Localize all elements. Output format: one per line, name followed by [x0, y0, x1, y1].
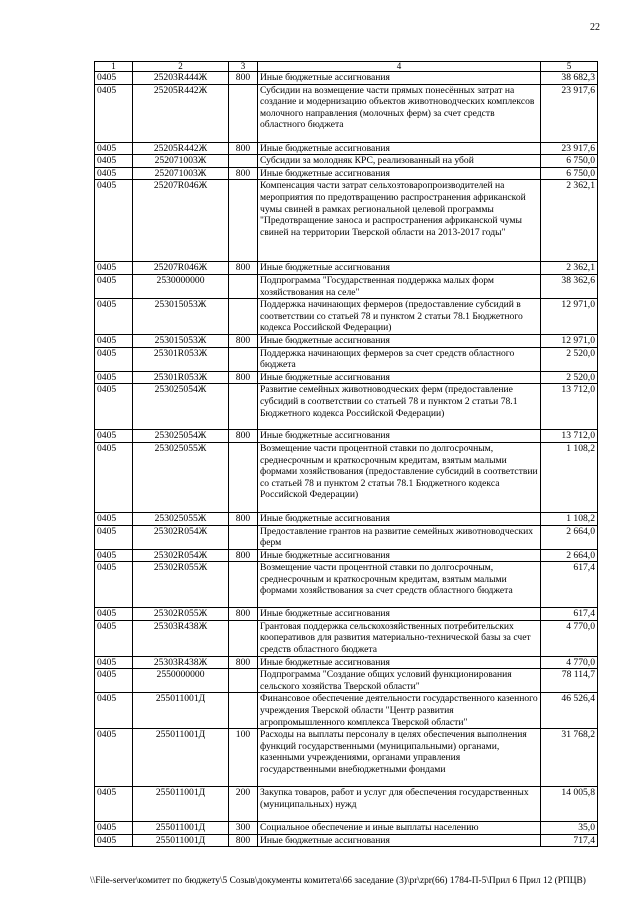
table-row — [95, 142, 598, 155]
section-code-cell: 0405 — [95, 669, 133, 693]
item-name-cell: Иные бюджетные ассигнования — [258, 72, 541, 85]
table-row — [95, 787, 598, 822]
target-article-cell: 255011001Д — [133, 787, 229, 822]
target-article-cell: 253015053Ж — [133, 334, 229, 347]
column-header-4: 4 — [258, 62, 541, 72]
item-name-cell: Подпрограмма "Создание общих условий функционирования сельского хозяйства Тверской области" — [258, 669, 541, 693]
section-code-cell: 0405 — [95, 562, 133, 608]
item-name-cell: Иные бюджетные ассигнования — [258, 512, 541, 525]
expense-type-cell — [229, 620, 258, 656]
section-code-cell: 0405 — [95, 180, 133, 262]
target-article-cell: 25303R438Ж — [133, 656, 229, 669]
table-row — [95, 656, 598, 669]
target-article-cell: 25302R054Ж — [133, 525, 229, 549]
item-name-cell: Иные бюджетные ассигнования — [258, 549, 541, 562]
amount-cell: 12 971,0 — [541, 299, 598, 335]
table-row — [95, 167, 598, 180]
amount-cell: 14 005,8 — [541, 787, 598, 822]
table-row — [95, 180, 598, 262]
item-name-cell: Иные бюджетные ассигнования — [258, 608, 541, 621]
table-row — [95, 442, 598, 512]
section-code-cell: 0405 — [95, 549, 133, 562]
amount-cell: 717,4 — [541, 834, 598, 847]
section-code-cell: 0405 — [95, 142, 133, 155]
section-code-cell: 0405 — [95, 84, 133, 142]
expense-type-cell: 800 — [229, 608, 258, 621]
expense-type-cell — [229, 525, 258, 549]
target-article-cell: 253025054Ж — [133, 430, 229, 443]
amount-cell: 38 362,6 — [541, 274, 598, 298]
expense-type-cell: 800 — [229, 334, 258, 347]
section-code-cell: 0405 — [95, 274, 133, 298]
amount-cell: 617,4 — [541, 562, 598, 608]
amount-cell: 35,0 — [541, 822, 598, 835]
table-row — [95, 384, 598, 430]
amount-cell: 23 917,6 — [541, 142, 598, 155]
table-header-row — [95, 62, 598, 72]
item-name-cell: Иные бюджетные ассигнования — [258, 142, 541, 155]
section-code-cell: 0405 — [95, 262, 133, 275]
amount-cell: 12 971,0 — [541, 334, 598, 347]
expense-type-cell: 100 — [229, 729, 258, 787]
section-code-cell: 0405 — [95, 299, 133, 335]
expense-type-cell — [229, 562, 258, 608]
amount-cell: 23 917,6 — [541, 84, 598, 142]
item-name-cell: Иные бюджетные ассигнования — [258, 262, 541, 275]
amount-cell: 1 108,2 — [541, 442, 598, 512]
expense-type-cell — [229, 693, 258, 729]
expense-type-cell: 800 — [229, 549, 258, 562]
expense-type-cell — [229, 384, 258, 430]
expense-type-cell: 800 — [229, 834, 258, 847]
target-article-cell: 253025055Ж — [133, 512, 229, 525]
expense-type-cell: 800 — [229, 512, 258, 525]
table-row — [95, 347, 598, 371]
target-article-cell: 25302R055Ж — [133, 608, 229, 621]
target-article-cell: 252071003Ж — [133, 167, 229, 180]
amount-cell: 1 108,2 — [541, 512, 598, 525]
budget-table — [94, 61, 598, 847]
expense-type-cell — [229, 299, 258, 335]
target-article-cell: 25205R442Ж — [133, 84, 229, 142]
table-row — [95, 262, 598, 275]
item-name-cell: Поддержка начинающих фермеров за счет средств областного бюджета — [258, 347, 541, 371]
expense-type-cell: 300 — [229, 822, 258, 835]
table-row — [95, 334, 598, 347]
section-code-cell: 0405 — [95, 442, 133, 512]
expense-type-cell: 800 — [229, 371, 258, 384]
section-code-cell: 0405 — [95, 608, 133, 621]
table-row — [95, 299, 598, 335]
item-name-cell: Грантовая поддержка сельскохозяйственных потребительских кооперативов для развития материально-технической базы за счет средств областного бюджета — [258, 620, 541, 656]
column-header-2: 2 — [133, 62, 229, 72]
expense-type-cell: 800 — [229, 656, 258, 669]
item-name-cell: Подпрограмма "Государственная поддержка малых форм хозяйствования на селе" — [258, 274, 541, 298]
target-article-cell: 252071003Ж — [133, 155, 229, 168]
section-code-cell: 0405 — [95, 430, 133, 443]
table-row — [95, 72, 598, 85]
amount-cell: 78 114,7 — [541, 669, 598, 693]
item-name-cell: Возмещение части процентной ставки по долгосрочным, среднесрочным и краткосрочным кредитам, взятым малыми формами хозяйствования за счет средств областного бюджета — [258, 562, 541, 608]
item-name-cell: Расходы на выплаты персоналу в целях обеспечения выполнения функций государственными (муниципальными) органами, казенными учреждениями, органами управления государственными внебюджетными фондами — [258, 729, 541, 787]
column-header-3: 3 — [229, 62, 258, 72]
section-code-cell: 0405 — [95, 834, 133, 847]
target-article-cell: 255011001Д — [133, 693, 229, 729]
section-code-cell: 0405 — [95, 512, 133, 525]
section-code-cell: 0405 — [95, 787, 133, 822]
item-name-cell: Закупка товаров, работ и услуг для обеспечения государственных (муниципальных) нужд — [258, 787, 541, 822]
table-row — [95, 525, 598, 549]
amount-cell: 2 362,1 — [541, 180, 598, 262]
section-code-cell: 0405 — [95, 347, 133, 371]
amount-cell: 2 520,0 — [541, 347, 598, 371]
target-article-cell: 25203R444Ж — [133, 72, 229, 85]
section-code-cell: 0405 — [95, 822, 133, 835]
table-row — [95, 834, 598, 847]
expense-type-cell: 800 — [229, 167, 258, 180]
expense-type-cell — [229, 442, 258, 512]
table-row — [95, 729, 598, 787]
item-name-cell: Возмещение части процентной ставки по долгосрочным, среднесрочным и краткосрочным кредитам, взятым малыми формами хозяйствования (предоставление субсидий в соответствии со статьей 78 и пунктом 2 статьи 78.1 Бюджетного кодекса Российской Федерации) — [258, 442, 541, 512]
amount-cell: 2 362,1 — [541, 262, 598, 275]
target-article-cell: 25301R053Ж — [133, 371, 229, 384]
section-code-cell: 0405 — [95, 693, 133, 729]
target-article-cell: 25302R055Ж — [133, 562, 229, 608]
target-article-cell: 25301R053Ж — [133, 347, 229, 371]
item-name-cell: Иные бюджетные ассигнования — [258, 167, 541, 180]
item-name-cell: Компенсация части затрат сельхозтоваропроизводителей на мероприятия по предотвращению распространения африканской чумы свиней в рамках региональной целевой программы "Предотвращение заноса и распространения африканской чумы свиней на территории Тверской области на 2013-2017 годы" — [258, 180, 541, 262]
expense-type-cell — [229, 155, 258, 168]
section-code-cell: 0405 — [95, 334, 133, 347]
table-row — [95, 274, 598, 298]
table-row — [95, 669, 598, 693]
expense-type-cell: 800 — [229, 262, 258, 275]
column-header-1: 1 — [95, 62, 133, 72]
expense-type-cell — [229, 180, 258, 262]
target-article-cell: 253015053Ж — [133, 299, 229, 335]
expense-type-cell: 200 — [229, 787, 258, 822]
expense-type-cell: 800 — [229, 72, 258, 85]
amount-cell: 38 682,3 — [541, 72, 598, 85]
expense-type-cell: 800 — [229, 142, 258, 155]
expense-type-cell — [229, 84, 258, 142]
amount-cell: 2 520,0 — [541, 371, 598, 384]
item-name-cell: Иные бюджетные ассигнования — [258, 334, 541, 347]
item-name-cell: Иные бюджетные ассигнования — [258, 430, 541, 443]
table-row — [95, 549, 598, 562]
amount-cell: 4 770,0 — [541, 656, 598, 669]
target-article-cell: 253025054Ж — [133, 384, 229, 430]
amount-cell: 2 664,0 — [541, 549, 598, 562]
section-code-cell: 0405 — [95, 620, 133, 656]
table-row — [95, 693, 598, 729]
item-name-cell: Предоставление грантов на развитие семейных животноводческих ферм — [258, 525, 541, 549]
table-row — [95, 608, 598, 621]
item-name-cell: Иные бюджетные ассигнования — [258, 656, 541, 669]
table-row — [95, 620, 598, 656]
table-row — [95, 512, 598, 525]
amount-cell: 6 750,0 — [541, 167, 598, 180]
expense-type-cell — [229, 669, 258, 693]
page-number: 22 — [590, 22, 600, 33]
target-article-cell: 255011001Д — [133, 822, 229, 835]
amount-cell: 2 664,0 — [541, 525, 598, 549]
table-row — [95, 371, 598, 384]
amount-cell: 31 768,2 — [541, 729, 598, 787]
amount-cell: 4 770,0 — [541, 620, 598, 656]
item-name-cell: Субсидии на возмещение части прямых понесённых затрат на создание и модернизацию объектов животноводческих комплексов молочного направления (молочных ферм) за счет средств областного бюджета — [258, 84, 541, 142]
item-name-cell: Социальное обеспечение и иные выплаты населению — [258, 822, 541, 835]
amount-cell: 617,4 — [541, 608, 598, 621]
target-article-cell: 2550000000 — [133, 669, 229, 693]
item-name-cell: Поддержка начинающих фермеров (предоставление субсидий в соответствии со статьей 78 и пунктом 2 статьи 78.1 Бюджетного кодекса Российской Федерации) — [258, 299, 541, 335]
target-article-cell: 25207R046Ж — [133, 262, 229, 275]
table-row — [95, 822, 598, 835]
expense-type-cell — [229, 347, 258, 371]
table-body — [95, 72, 598, 847]
column-header-5: 5 — [541, 62, 598, 72]
table-row — [95, 430, 598, 443]
target-article-cell: 255011001Д — [133, 834, 229, 847]
section-code-cell: 0405 — [95, 72, 133, 85]
item-name-cell: Развитие семейных животноводческих ферм (предоставление субсидий в соответствии со статьей 78 и пунктом 2 статьи 78.1 Бюджетного кодекса Российской Федерации) — [258, 384, 541, 430]
item-name-cell: Субсидии за молодняк КРС, реализованный на убой — [258, 155, 541, 168]
amount-cell: 13 712,0 — [541, 430, 598, 443]
section-code-cell: 0405 — [95, 384, 133, 430]
amount-cell: 13 712,0 — [541, 384, 598, 430]
section-code-cell: 0405 — [95, 167, 133, 180]
target-article-cell: 255011001Д — [133, 729, 229, 787]
footer-file-path: \\File-server\комитет по бюджету\5 Созыв\документы комитета\66 заседание (3)\pr\zpr(66) 1784-П-5\Прил 6 Прил 12 (РПЦВ) — [90, 876, 586, 886]
section-code-cell: 0405 — [95, 155, 133, 168]
target-article-cell: 25205R442Ж — [133, 142, 229, 155]
table-row — [95, 155, 598, 168]
target-article-cell: 25302R054Ж — [133, 549, 229, 562]
target-article-cell: 2530000000 — [133, 274, 229, 298]
target-article-cell: 253025055Ж — [133, 442, 229, 512]
amount-cell: 46 526,4 — [541, 693, 598, 729]
expense-type-cell: 800 — [229, 430, 258, 443]
amount-cell: 6 750,0 — [541, 155, 598, 168]
section-code-cell: 0405 — [95, 656, 133, 669]
item-name-cell: Иные бюджетные ассигнования — [258, 834, 541, 847]
section-code-cell: 0405 — [95, 525, 133, 549]
table-row — [95, 84, 598, 142]
target-article-cell: 25303R438Ж — [133, 620, 229, 656]
item-name-cell: Финансовое обеспечение деятельности государственного казенного учреждения Тверской области "Центр развития агропромышленного комплекса Тверской области" — [258, 693, 541, 729]
item-name-cell: Иные бюджетные ассигнования — [258, 371, 541, 384]
target-article-cell: 25207R046Ж — [133, 180, 229, 262]
section-code-cell: 0405 — [95, 371, 133, 384]
section-code-cell: 0405 — [95, 729, 133, 787]
table-row — [95, 562, 598, 608]
expense-type-cell — [229, 274, 258, 298]
